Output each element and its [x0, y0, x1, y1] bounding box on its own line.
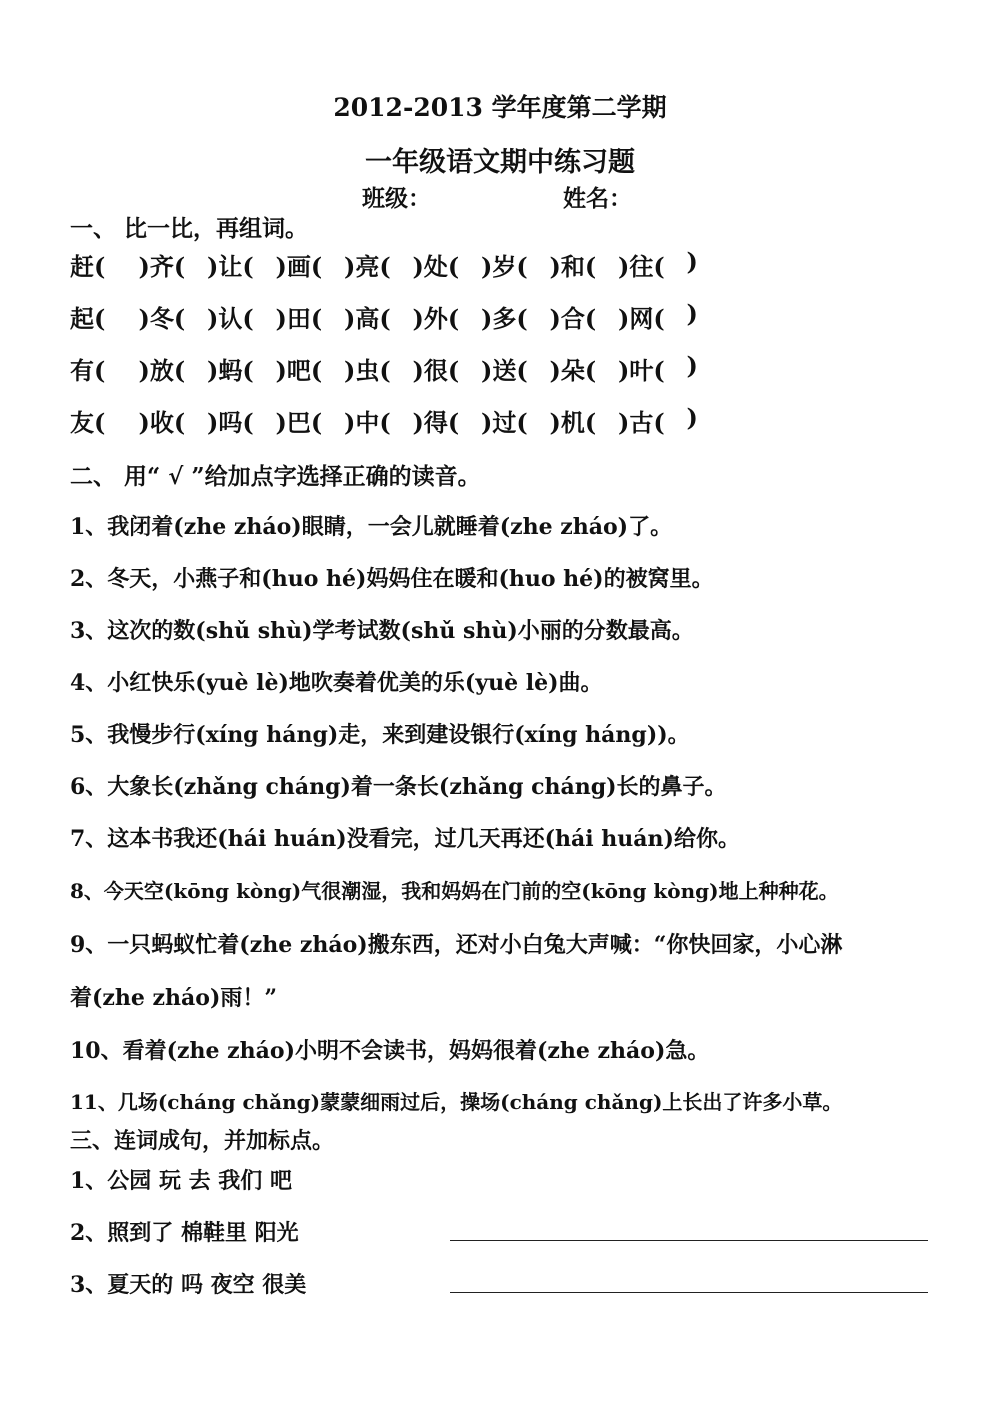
page-title: 一年级语文期中练习题 [365, 147, 635, 178]
char-cell: 起( [70, 304, 106, 333]
char-cell: )冬( [138, 304, 186, 333]
char-cell: )中( [344, 408, 391, 437]
pinyin-question: 6、大象长(zhǎng cháng)着一条长(zhǎng cháng)长的鼻子。 [70, 774, 727, 800]
pinyin-question: 10、看着(zhe zháo)小明不会读书，妈妈很着(zhe zháo)急。 [70, 1038, 710, 1064]
char-cell: 有( [70, 356, 106, 385]
char-cell: )和( [549, 252, 597, 281]
char-cell: )往( [618, 252, 665, 281]
char-cell: )收( [138, 408, 186, 437]
sentence-question: 1、公园 玩 去 我们 吧 [70, 1168, 292, 1194]
sentence-question: 3、夏天的 吗 夜空 很美 [70, 1272, 307, 1298]
char-cell: )送( [481, 356, 528, 385]
char-cell: )放( [138, 356, 186, 385]
char-cell: )网( [618, 304, 665, 333]
pinyin-question: 5、我慢步行(xíng háng)走，来到建设银行(xíng háng))。 [70, 722, 690, 748]
pinyin-question: 8、今天空(kōng kòng)气很潮湿，我和妈妈在门前的空(kōng kòng)地上种种花。 [70, 879, 839, 903]
pinyin-question: 11、几场(cháng chǎng)蒙蒙细雨过后，操场(cháng chǎng)上长出了许多小草。 [70, 1090, 843, 1114]
char-row-2 [70, 299, 755, 334]
pinyin-question: 1、我闭着(zhe zháo)眼睛，一会儿就睡着(zhe zháo)了。 [70, 514, 673, 540]
char-row-4 [70, 403, 755, 438]
answer-line[interactable] [450, 1292, 928, 1293]
class-label: 班级： [362, 185, 431, 212]
char-cell: )吧( [275, 356, 323, 385]
term-heading: 2012-2013 学年度第二学期 [333, 93, 667, 122]
char-cell: )齐( [138, 252, 186, 281]
pinyin-question: 4、小红快乐(yuè lè)地吹奏着优美的乐(yuè lè)曲。 [70, 670, 603, 696]
char-cell: ) [686, 247, 698, 276]
char-cell: )处( [412, 252, 460, 281]
char-cell: ) [686, 403, 698, 432]
char-cell: )吗( [207, 408, 254, 437]
char-cell: )蚂( [207, 356, 254, 385]
char-cell: )得( [412, 408, 460, 437]
char-cell: )画( [275, 252, 323, 281]
pinyin-question-continuation: 着(zhe zháo)雨！” [70, 985, 278, 1011]
char-row-3 [70, 351, 755, 386]
char-cell: )亮( [344, 252, 391, 281]
char-cell: )很( [412, 356, 460, 385]
pinyin-question: 3、这次的数(shǔ shù)学考试数(shǔ shù)小丽的分数最高。 [70, 618, 694, 644]
char-cell: )认( [207, 304, 254, 333]
section1-heading: 一、 比一比，再组词。 [70, 215, 309, 242]
answer-line[interactable] [450, 1240, 928, 1241]
char-cell: )机( [549, 408, 597, 437]
char-cell: )高( [344, 304, 391, 333]
pinyin-question: 7、这本书我还(hái huán)没看完，过几天再还(hái huán)给你。 [70, 826, 740, 852]
char-cell: )岁( [481, 252, 528, 281]
char-cell: )田( [275, 304, 323, 333]
char-cell: ) [686, 351, 698, 380]
char-row-1 [70, 247, 755, 282]
char-cell: 赶( [70, 252, 106, 281]
char-cell: )合( [549, 304, 597, 333]
char-cell: )让( [207, 252, 254, 281]
char-cell: )虫( [344, 356, 391, 385]
char-cell: )巴( [275, 408, 323, 437]
char-cell: ) [686, 299, 698, 328]
char-cell: )叶( [618, 356, 665, 385]
char-cell: )外( [412, 304, 460, 333]
sentence-question: 2、照到了 棉鞋里 阳光 [70, 1220, 299, 1246]
pinyin-question: 2、冬天，小燕子和(huo hé)妈妈住在暖和(huo hé)的被窝里。 [70, 566, 714, 592]
char-cell: )多( [481, 304, 528, 333]
char-cell: )古( [618, 408, 665, 437]
section3-heading: 三、连词成句，并加标点。 [70, 1128, 335, 1154]
pinyin-question: 9、一只蚂蚁忙着(zhe zháo)搬东西，还对小白兔大声喊：“你快回家，小心淋 [70, 932, 843, 958]
char-cell: )朵( [549, 356, 597, 385]
name-label: 姓名： [563, 185, 632, 212]
char-cell: )过( [481, 408, 528, 437]
section2-heading: 二、 用“ √ ”给加点字选择正确的读音。 [70, 463, 481, 490]
char-cell: 友( [70, 408, 106, 437]
